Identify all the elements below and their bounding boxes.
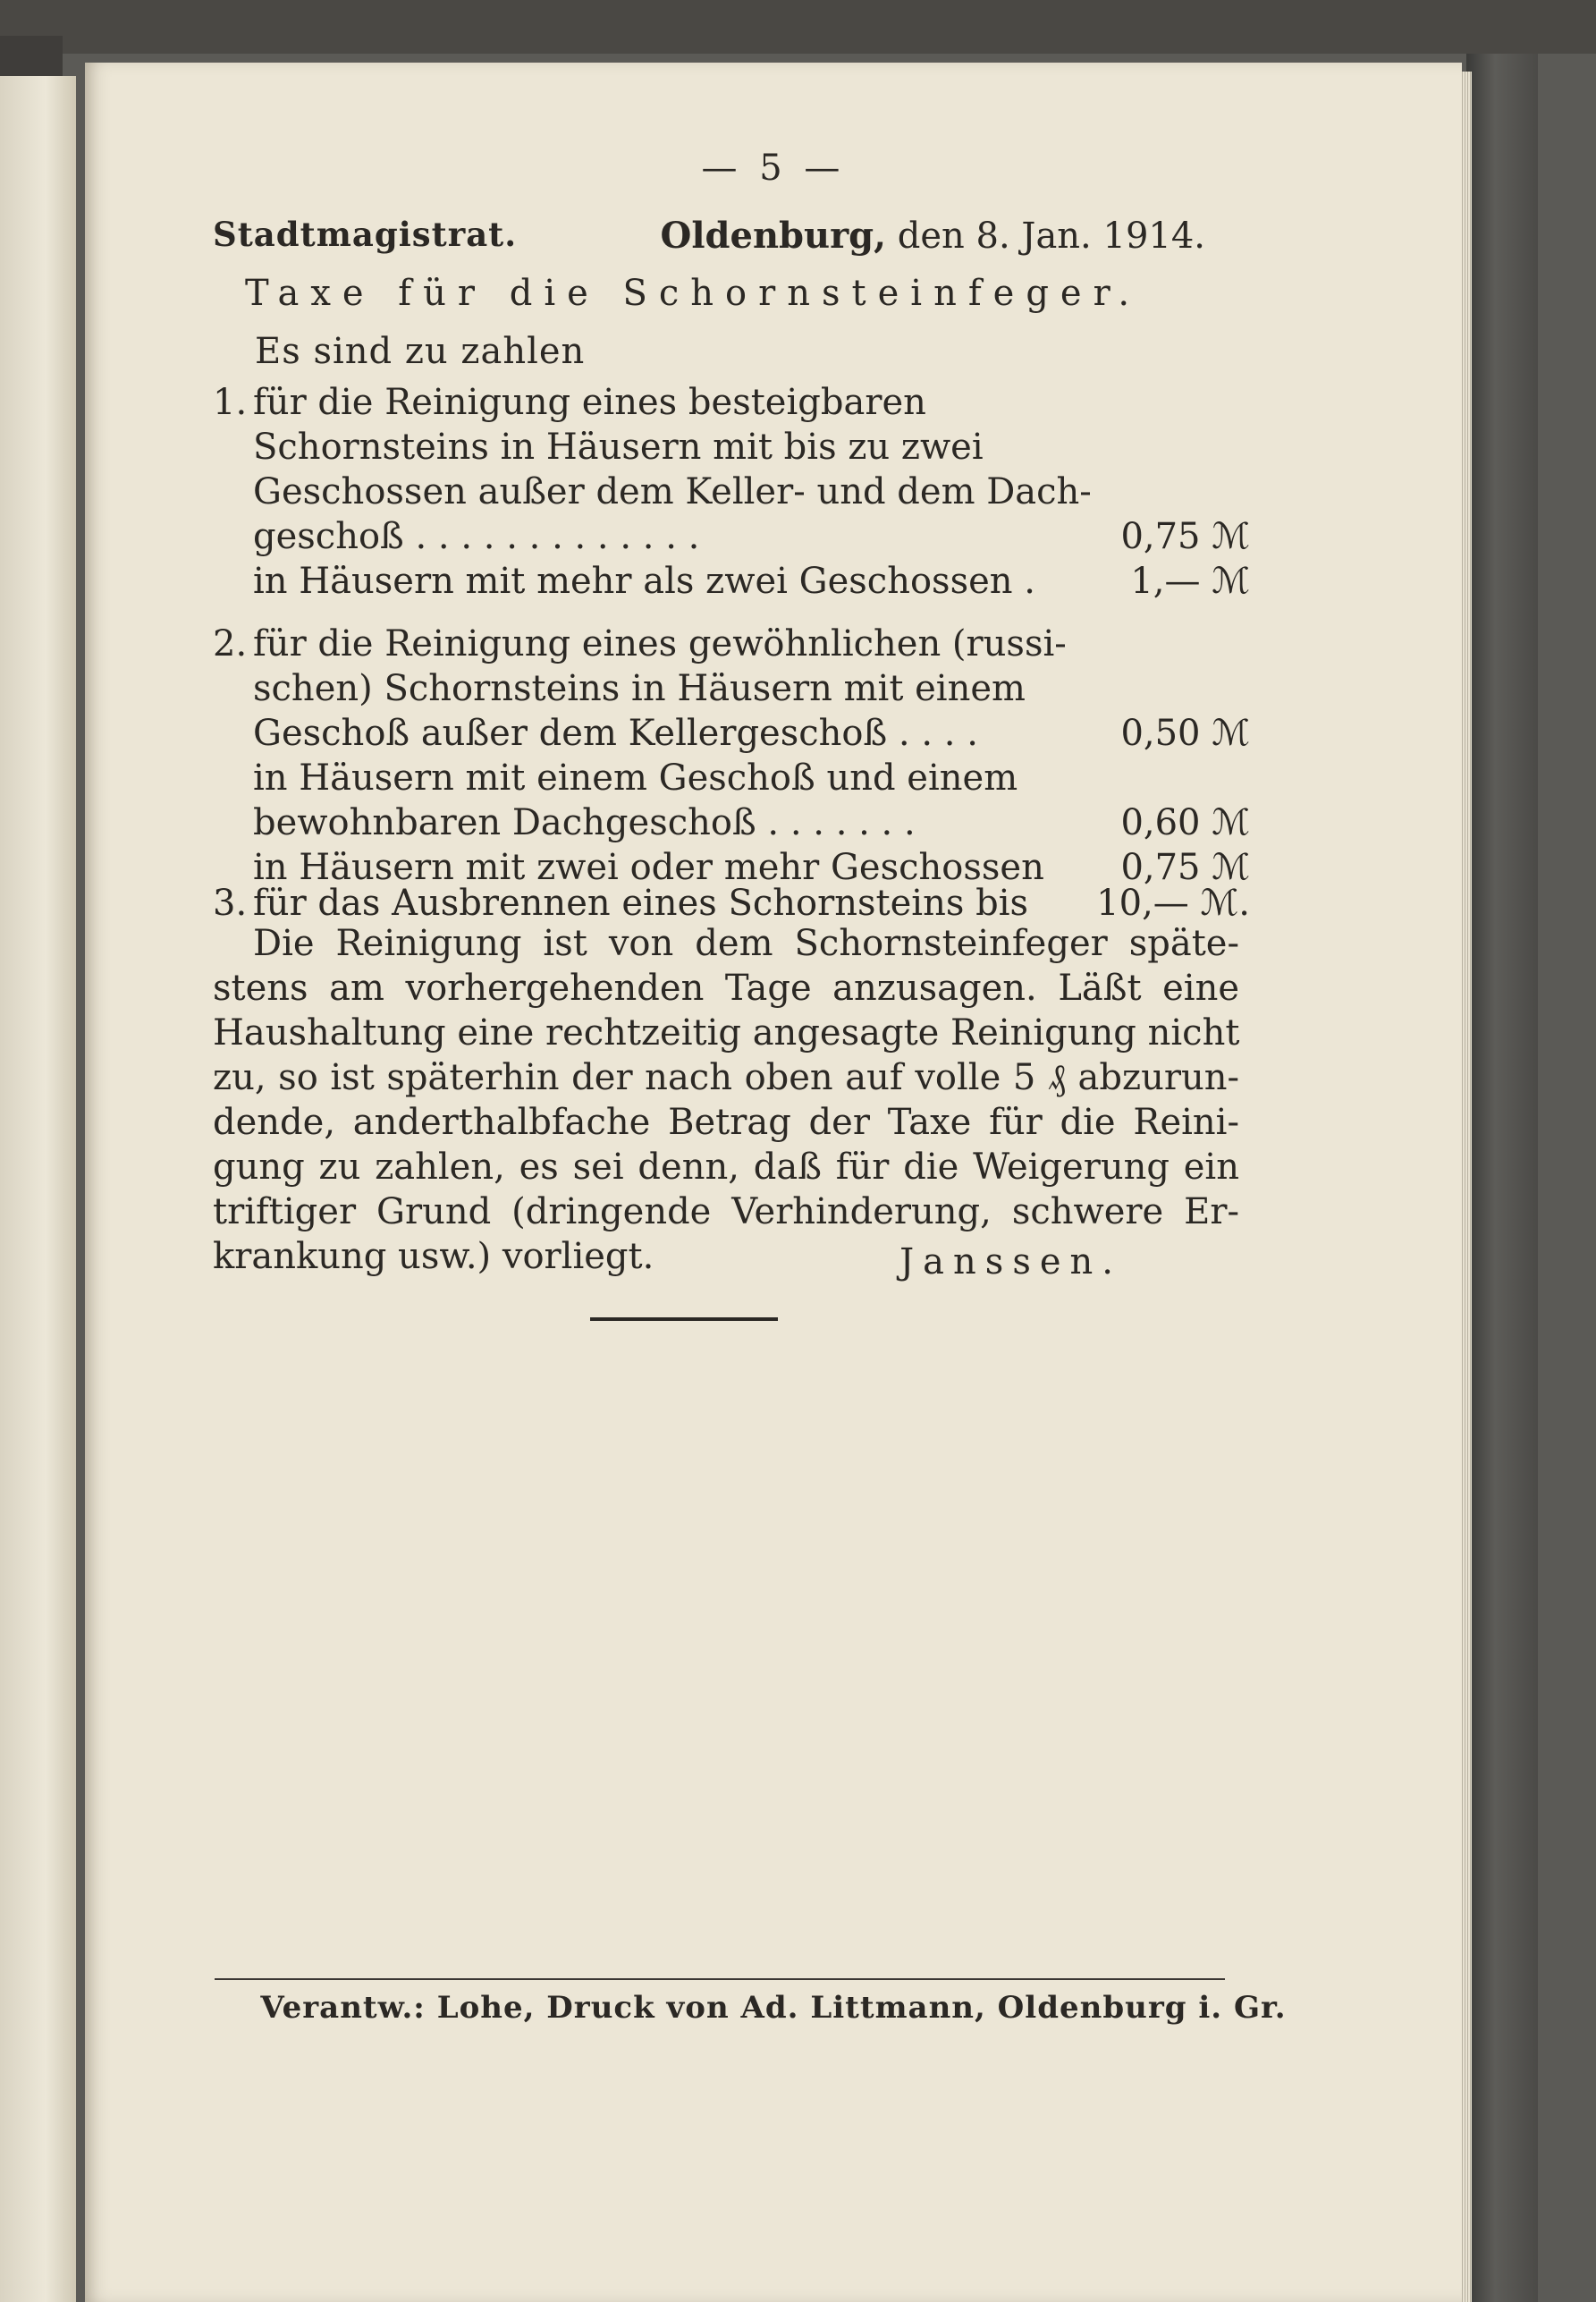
fee-amount: 0,60 ℳ <box>1120 802 1250 843</box>
fee-line <box>213 711 1250 756</box>
closing-paragraph <box>213 921 1239 1279</box>
fee-line <box>213 559 1250 604</box>
date: den 8. Jan. 1914. <box>897 216 1205 257</box>
section-divider <box>590 1317 778 1321</box>
printer-imprint: Verantw.: Lohe, Druck von Ad. Littmann, Oldenburg i. Gr. <box>260 1990 1287 2026</box>
fee-item-3 <box>213 881 1250 926</box>
fee-line <box>213 881 1250 926</box>
fee-text: geschoß . . . . . . . . . . . . . <box>253 516 700 557</box>
fee-text: für die Reinigung eines gewöhnlichen (russi- <box>253 623 1067 664</box>
fee-line <box>213 380 1250 425</box>
fee-text: für die Reinigung eines besteigbaren <box>253 382 926 423</box>
fee-amount: 1,— ℳ <box>1130 561 1250 602</box>
fee-amount: 10,— ℳ. <box>1096 883 1250 924</box>
paragraph-line: zu, so ist späterhin der nach oben auf volle 5 ₰ abzurun- <box>213 1057 1239 1098</box>
fee-amount: 0,75 ℳ <box>1120 516 1250 557</box>
fee-line <box>213 800 1250 845</box>
fee-line <box>213 666 1250 711</box>
place-date <box>661 215 1206 257</box>
fee-text: Geschossen außer dem Keller- und dem Dach- <box>253 471 1092 512</box>
fee-text: Schornsteins in Häusern mit bis zu zwei <box>253 427 984 468</box>
paragraph-line: krankung usw.) vorliegt. <box>213 1236 654 1277</box>
paragraph-line: Haushaltung eine rechtzeitig angesagte Reinigung nicht <box>213 1012 1240 1054</box>
paragraph-line: Die Reinigung ist von dem Schornsteinfeger späte- <box>253 923 1239 964</box>
fee-text: in Häusern mit einem Geschoß und einem <box>253 757 1018 799</box>
fee-text: Geschoß außer dem Kellergeschoß . . . . <box>253 713 978 754</box>
issuer: Stadtmagistrat. <box>213 215 518 254</box>
header-row <box>213 215 1205 268</box>
fee-line <box>213 622 1250 666</box>
fee-item-2 <box>213 622 1250 890</box>
fee-line <box>213 470 1250 514</box>
fee-line <box>213 514 1250 559</box>
place: Oldenburg, <box>660 215 887 257</box>
fee-line <box>213 425 1250 470</box>
fee-amount: 0,75 ℳ <box>1120 847 1250 888</box>
paragraph-line: stens am vorhergehenden Tage anzusagen. Läßt eine <box>213 968 1239 1009</box>
fee-line <box>213 756 1250 800</box>
paragraph-line: dende, anderthalbfache Betrag der Taxe für die Reini- <box>213 1102 1239 1143</box>
paragraph-line: triftiger Grund (dringende Verhinderung, schwere Er- <box>213 1191 1239 1232</box>
document-page <box>85 63 1462 2302</box>
item-number: 2. <box>213 623 248 664</box>
fee-text: für das Ausbrennen eines Schornsteins bis <box>253 883 1029 924</box>
fee-text: in Häusern mit zwei oder mehr Geschossen <box>253 847 1044 888</box>
fee-text: in Häusern mit mehr als zwei Geschossen . <box>253 561 1035 602</box>
item-number: 3. <box>213 883 248 924</box>
footer-rule <box>215 1978 1225 1980</box>
fee-amount: 0,50 ℳ <box>1120 713 1250 754</box>
fee-text: schen) Schornsteins in Häusern mit einem <box>253 668 1026 709</box>
fee-item-1 <box>213 380 1250 604</box>
item-number: 1. <box>213 382 248 423</box>
document-title: Taxe für die Schornsteinfeger. <box>244 273 1142 314</box>
paragraph-line: gung zu zahlen, es sei denn, daß für die Weigerung ein <box>213 1147 1239 1188</box>
page-number: — 5 — <box>701 148 846 189</box>
book-binding-top <box>0 0 1596 54</box>
signature: Janssen. <box>899 1241 1122 1282</box>
intro-text: Es sind zu zahlen <box>255 331 586 372</box>
fee-text: bewohnbaren Dachgeschoß . . . . . . . <box>253 802 916 843</box>
facing-page-edge <box>0 76 76 2302</box>
book-cover-edge <box>1466 54 1538 2302</box>
